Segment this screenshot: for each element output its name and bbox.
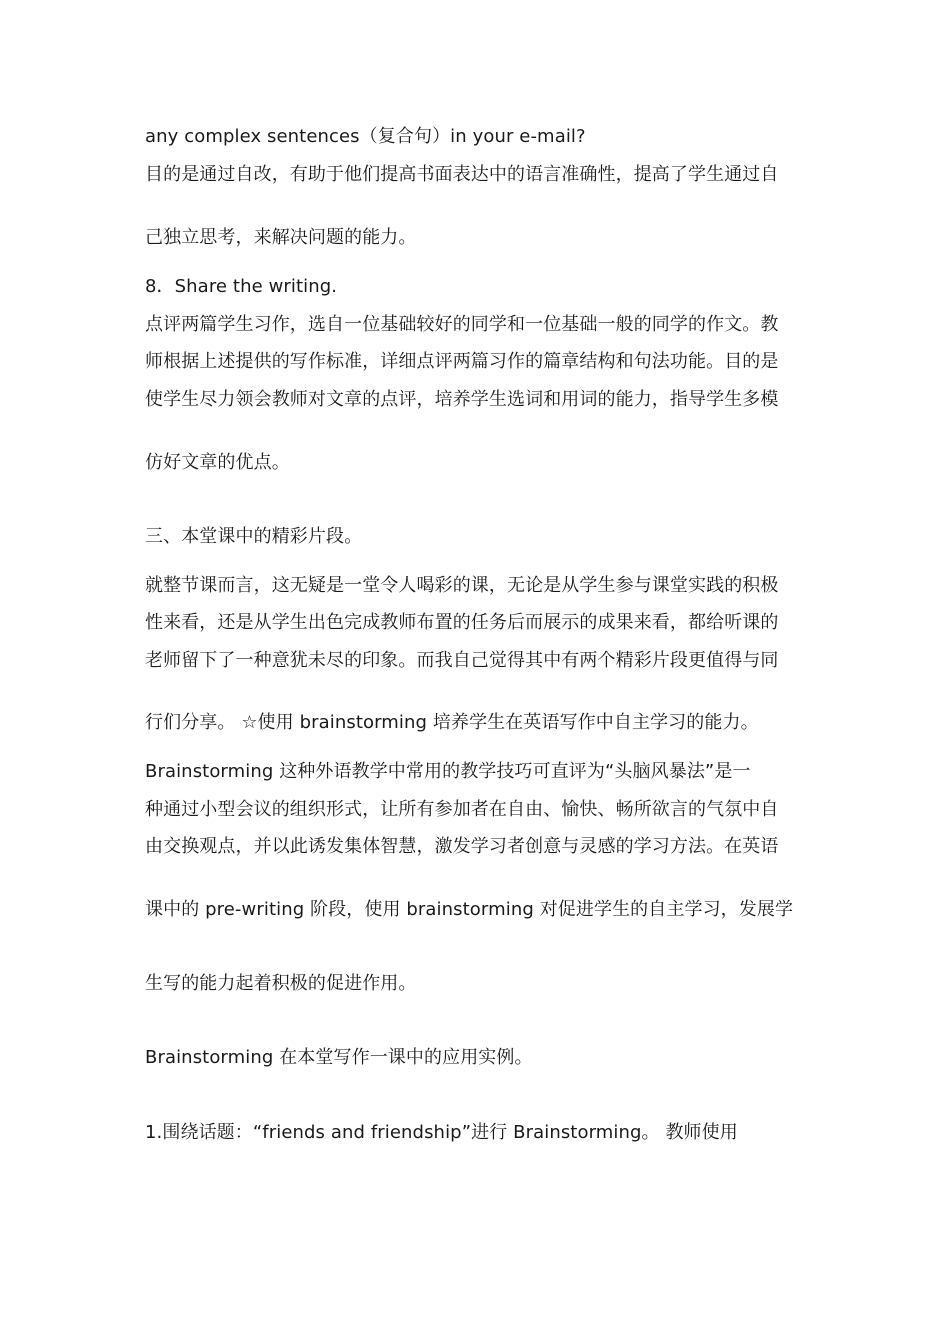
text-line-10: 就整节课而言，这无疑是一堂令人喝彩的课，无论是从学生参与课堂实践的积极 [145,575,779,596]
text-line-17: 课中的 pre-writing 阶段，使用 brainstorming 对促进学生的自主学习，发展学 [145,899,794,920]
text-line-3: 己独立思考，来解决问题的能力。 [145,227,417,248]
text-line-14: Brainstorming 这种外语教学中常用的教学技巧可直评为“头脑风暴法”是一 [145,761,751,782]
text-line-15: 种通过小型会议的组织形式，让所有参加者在自由、愉快、畅所欲言的气氛中自 [145,799,779,820]
section-heading-3: 三、本堂课中的精彩片段。 [145,526,363,547]
text-line-5: 点评两篇学生习作，选自一位基础较好的同学和一位基础一般的同学的作文。教 [145,314,779,335]
text-line-20: 1.围绕话题：“friends and friendship”进行 Brainstorming。 教师使用 [145,1122,738,1143]
text-line-1: any complex sentences（复合句）in your e-mail? [145,126,586,147]
text-line-6: 师根据上述提供的写作标准，详细点评两篇习作的篇章结构和句法功能。目的是 [145,351,779,372]
section-heading-8: 8．Share the writing. [145,276,338,297]
text-line-12: 老师留下了一种意犹未尽的印象。而我自己觉得其中有两个精彩片段更值得与同 [145,650,779,671]
text-line-2: 目的是通过自改，有助于他们提高书面表达中的语言准确性，提高了学生通过自 [145,164,779,185]
text-line-8: 仿好文章的优点。 [145,452,290,473]
text-line-16: 由交换观点，并以此诱发集体智慧，激发学习者创意与灵感的学习方法。在英语 [145,836,779,857]
text-line-18: 生写的能力起着积极的促进作用。 [145,973,417,994]
text-line-13: 行们分享。 ☆使用 brainstorming 培养学生在英语写作中自主学习的能力。 [145,712,759,733]
text-line-11: 性来看，还是从学生出色完成教师布置的任务后而展示的成果来看，都给听课的 [145,612,779,633]
text-line-19: Brainstorming 在本堂写作一课中的应用实例。 [145,1047,533,1068]
text-line-7: 使学生尽力领会教师对文章的点评，培养学生选词和用词的能力，指导学生多模 [145,389,779,410]
